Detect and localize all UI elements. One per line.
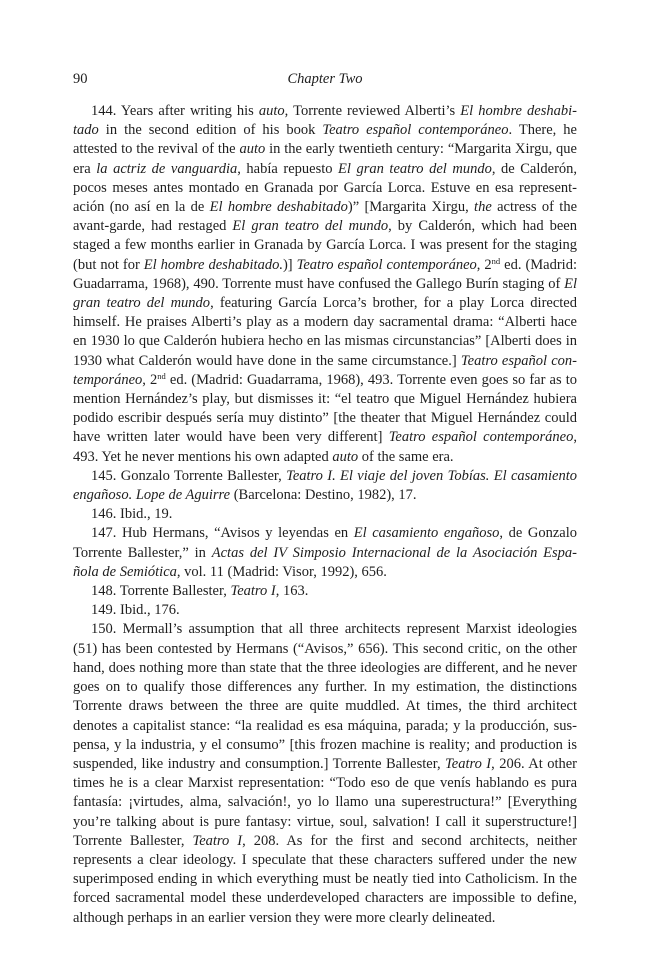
endnote-number: 148. <box>91 583 117 600</box>
note-text: in the second edition of his book <box>98 122 323 139</box>
italic-title: Actas del IV Simposio Internacional de la Asociación Espa-ñola de Semiótica <box>73 544 577 580</box>
page-number: 90 <box>73 71 88 87</box>
endnote-number: 146. <box>91 506 117 523</box>
italic-title: Teatro español contemporáneo <box>296 256 477 273</box>
italic-title: Teatro español contemporáneo <box>322 122 509 139</box>
endnotes <box>73 102 577 928</box>
italic-title: Teatro español contemporáneo <box>388 429 574 446</box>
note-text: )] <box>282 256 297 273</box>
endnote-number: 147. <box>91 525 117 542</box>
note-text: , 163. <box>275 583 309 600</box>
italic-title: El gran teatro del mundo <box>338 160 492 177</box>
note-text: ed. (Madrid: Guadarrama, 1968), 493. Torrente even goes so far as to mention Hernández’s play, but dismisses it: “el teatro que Miguel Hernández hubiera podido escribir después sería muy distinto” [the theater that Miguel Hernández could have written later would have been very different] <box>73 371 577 446</box>
note-text: Gonzalo Torrente Ballester, <box>116 467 287 484</box>
note-text: , había repuesto <box>237 160 339 177</box>
note-text: Hub Hermans, “Avisos y leyendas en <box>116 525 354 542</box>
endnote <box>73 102 577 467</box>
note-text: , 2 <box>476 256 492 273</box>
ordinal-superscript: nd <box>491 255 501 266</box>
endnote-number: 145. <box>91 467 117 484</box>
note-text: , de Calderón, pocos meses antes montado en Granada por García Lorca. Estuve en esa represent-ación (no así en la de <box>73 160 578 216</box>
note-text: Years after writing his <box>116 103 259 119</box>
note-text: , featuring García Lorca’s brother, for a play Lorca directed himself. He praises Alberti’s play as a modern day sacramental drama: “Alberti hace en 1930 lo que Calderón hubiera hecho en las mismas circunstancias” [Alberti does in 1930 what Calderón would have done in the same circumstance.] <box>73 295 577 369</box>
italic-title: El hombre deshabi-tado <box>73 103 577 139</box>
note-text: , 2 <box>142 371 158 388</box>
note-text: , Torrente reviewed Alberti’s <box>284 103 461 119</box>
endnote-number: 150. <box>91 621 117 638</box>
note-text: , by Calderón, which had been staged a few months earlier in Granada by García Lorca. I was present for the staging (but not for <box>73 218 577 273</box>
note-text: of the same era. <box>358 448 454 465</box>
italic-title: Teatro I <box>230 583 276 600</box>
running-title: Chapter Two <box>287 71 363 87</box>
italic-title: Teatro I. El viaje del joven Tobías. El casamiento engañoso. Lope de Aguirre <box>73 467 577 504</box>
note-text: Ibid., 176. <box>116 602 180 619</box>
note-text: (Barcelona: Destino, 1982), 17. <box>230 487 417 504</box>
note-text: , 208. As for the first and second architects, neither represents a clear ideology. I speculate that these characters suffered under the new superimposed ending in which everything must be neatly tied into Catholicism. In the forced sacramental model these underdeveloped characters are impossible to define, although perhaps in an earlier version they were more clearly delineated. <box>73 832 578 926</box>
endnote <box>73 620 577 927</box>
italic-title: El hombre deshabitado. <box>143 256 283 273</box>
endnote <box>73 601 577 620</box>
note-text: ed. (Madrid: Guadarrama, 1968), 490. Torrente must have confused the Gallego Burín staging of <box>73 256 577 292</box>
endnote <box>73 524 577 582</box>
italic-title: auto <box>332 448 359 465</box>
note-text: , 206. At other times he is a clear Marxist representation: “Todo eso de que venís hablando es pura fantasía: ¡virtudes, alma, salvación!, yo lo llamo una superestructura!” [Everything you’re talking about is pure fantasy: virtue, soul, salvation! I call it superstructure!] Torrente Ballester, <box>73 755 577 849</box>
italic-title: the <box>474 199 492 216</box>
note-text: , 493. Yet he never mentions his own adapted <box>73 429 577 465</box>
note-text: , vol. 11 (Madrid: Visor, 1992), 656. <box>176 563 387 580</box>
italic-title: Teatro español con-temporáneo <box>73 352 577 388</box>
note-text: actress of the avant-garde, had restaged <box>73 199 577 235</box>
note-text: Ibid., 19. <box>116 506 173 523</box>
italic-title: El hombre deshabitado <box>209 199 348 216</box>
note-text: in the early twentieth century: “Margarita Xirgu, que era <box>73 141 577 177</box>
ordinal-superscript: nd <box>157 370 166 381</box>
note-text: Torrente Ballester, <box>116 583 231 600</box>
italic-title: auto <box>258 103 285 119</box>
page-header <box>73 70 577 88</box>
italic-title: Teatro I <box>192 832 243 849</box>
endnote-number: 144. <box>91 103 117 119</box>
note-text: , de Gonzalo Torrente Ballester,” in <box>73 525 578 561</box>
endnote <box>73 467 577 505</box>
italic-title: El gran teatro del mundo <box>232 218 389 235</box>
italic-title: Teatro I <box>445 755 492 772</box>
italic-title: la actriz de vanguardia <box>96 160 238 177</box>
endnote <box>73 582 577 601</box>
italic-title: El gran teatro del mundo <box>73 275 577 312</box>
note-text: )” [Margarita Xirgu, <box>347 199 475 216</box>
italic-title: auto <box>239 141 266 158</box>
note-text: . There, he attested to the revival of the <box>73 122 577 158</box>
endnote-number: 149. <box>91 602 117 619</box>
note-text: Mermall’s assumption that all three architects represent Marxist ideologies (51) has been contested by Hermans (“Avisos,” 656). This second critic, on the other hand, does nothing more than state that the three ideologies are different, and he never goes on to qualify those differences any further. In my estimation, the distinctions Torrente draws between the three are quite muddled. At times, the third architect denotes a capitalist stance: “la realidad es esa máquina, parada; y la producción, sus-pensa, y la industria, y el consumo” [this frozen machine is reality; and production is suspended, like industry and consumption.] Torrente Ballester, <box>73 621 577 772</box>
endnote <box>73 505 577 524</box>
italic-title: El casamiento engañoso <box>353 525 500 542</box>
